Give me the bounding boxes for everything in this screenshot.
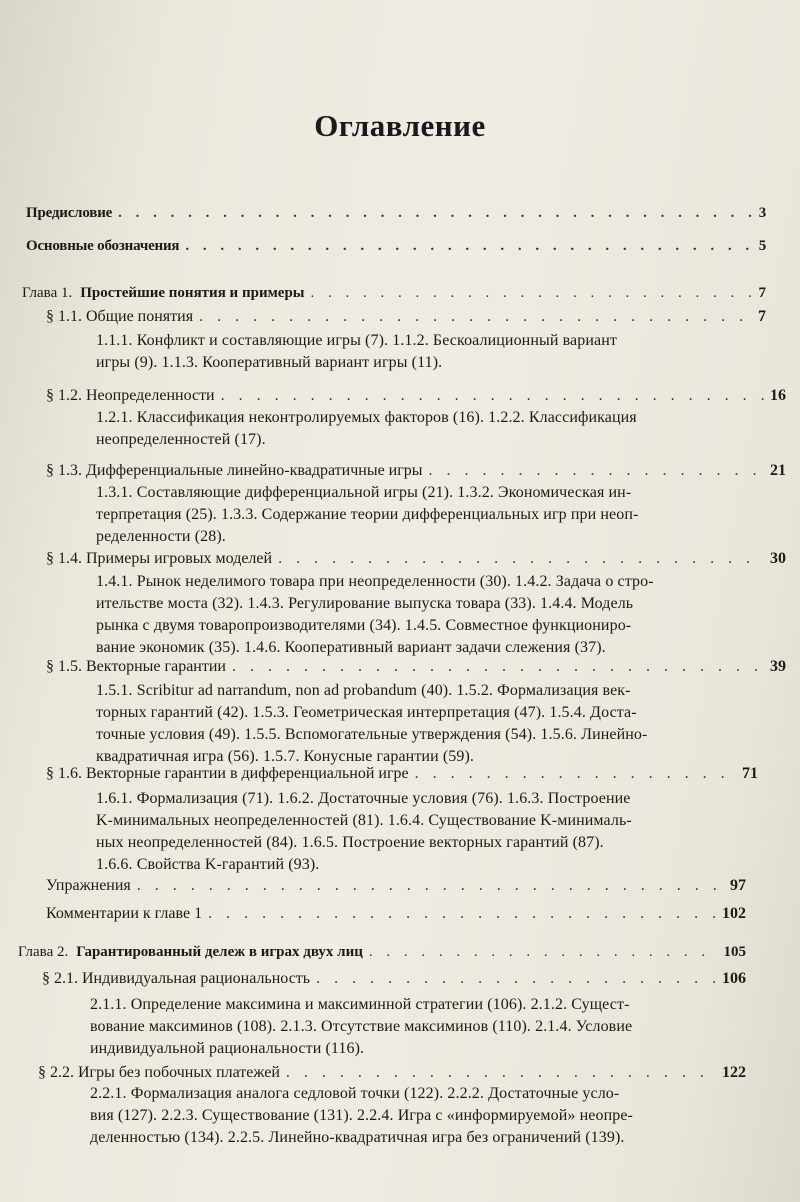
- toc-entry-comments[interactable]: [46, 904, 746, 924]
- section-title: § 1.3. Дифференциальные линейно-квадратичные игры: [46, 462, 423, 479]
- leader-dots: [311, 283, 753, 303]
- subtopic-line: ительстве моста (32). 1.4.3. Регулирование выпуска товара (33). 1.4.4. Модель: [96, 595, 634, 612]
- chapter-title: Простейшие понятия и примеры: [80, 285, 305, 301]
- toc-page-number: 16: [770, 387, 786, 404]
- section-subtopics: [90, 994, 710, 1060]
- toc-page-number: 7: [758, 285, 766, 301]
- toc-section-1-2[interactable]: [46, 386, 786, 406]
- section-title: § 1.5. Векторные гарантии: [46, 658, 226, 675]
- subtopic-line: ределенности (28).: [96, 528, 226, 545]
- subtopic-line: 1.6.1. Формализация (71). 1.6.2. Достаточные условия (76). 1.6.3. Построение: [96, 790, 631, 807]
- subtopic-line: терпретация (25). 1.3.3. Содержание теории дифференциальных игр при неоп-: [96, 506, 639, 523]
- subtopic-line: неопределенностей (17).: [96, 431, 266, 448]
- section-title: § 1.2. Неопределенности: [46, 387, 215, 404]
- subtopic-line: ных неопределенностей (84). 1.6.5. Построение векторных гарантий (87).: [96, 834, 604, 851]
- subtopic-line: 1.4.1. Рынок неделимого товара при неопределенности (30). 1.4.2. Задача о стро-: [96, 573, 654, 590]
- leader-dots: [232, 657, 764, 677]
- subtopic-line: рынка с двумя товаропроизводителями (34). 1.4.5. Совместное функциониро-: [96, 617, 632, 634]
- leader-dots: [286, 1063, 716, 1083]
- toc-section-2-2[interactable]: [38, 1063, 746, 1083]
- toc-chapter-1[interactable]: [22, 283, 766, 303]
- subtopic-line: точные условия (49). 1.5.5. Вспомогательные утверждения (54). 1.5.6. Линейно-: [96, 726, 648, 743]
- toc-entry-notation[interactable]: [26, 236, 766, 256]
- leader-dots: [429, 461, 764, 481]
- toc-entry-preface[interactable]: [26, 203, 766, 223]
- section-subtopics: [96, 571, 722, 659]
- subtopic-line: 2.2.1. Формализация аналога седловой точки (122). 2.2.2. Достаточные усло-: [90, 1085, 620, 1102]
- leader-dots: [369, 942, 718, 962]
- leader-dots: [415, 764, 736, 784]
- chapter-title: Гарантированный дележ в играх двух лиц: [76, 944, 363, 960]
- leader-dots: [137, 876, 724, 896]
- leader-dots: [185, 236, 752, 256]
- toc-page-number: 122: [722, 1064, 746, 1081]
- subtopic-line: 1.5.1. Scribitur ad narrandum, non ad probandum (40). 1.5.2. Формализация век-: [96, 682, 631, 699]
- toc-section-1-4[interactable]: [46, 549, 786, 569]
- leader-dots: [221, 386, 764, 406]
- toc-page-number: 71: [742, 765, 758, 782]
- subtopic-line: игры (9). 1.1.3. Кооперативный вариант игры (11).: [96, 354, 443, 371]
- page-title: Оглавление: [314, 108, 486, 143]
- subtopic-line: вия (127). 2.2.3. Существование (131). 2.2.4. Игра с «информируемой» неопре-: [90, 1107, 633, 1124]
- toc-page-number: 106: [722, 970, 746, 987]
- subtopic-line: 1.1.1. Конфликт и составляющие игры (7). 1.1.2. Бескоалиционный вариант: [96, 332, 617, 349]
- section-subtopics: [96, 788, 722, 876]
- subtopic-line: квадратичная игра (56). 1.5.7. Конусные гарантии (59).: [96, 748, 475, 765]
- section-subtopics: [96, 330, 722, 374]
- toc-page-number: 7: [758, 308, 766, 325]
- toc-entry-exercises[interactable]: [46, 876, 746, 896]
- subtopic-line: 1.2.1. Классификация неконтролируемых факторов (16). 1.2.2. Классификация: [96, 409, 637, 426]
- toc-page-number: 3: [758, 205, 766, 221]
- subtopic-line: K-минимальных неопределенностей (81). 1.6.4. Существование K-минималь-: [96, 812, 632, 829]
- toc-page-number: 39: [770, 658, 786, 675]
- subtopic-line: 1.3.1. Составляющие дифференциальной игры (21). 1.3.2. Экономическая ин-: [96, 484, 632, 501]
- toc-section-2-1[interactable]: [42, 969, 746, 989]
- leader-dots: [208, 904, 716, 924]
- section-subtopics: [96, 680, 722, 768]
- toc-entry-label: Основные обозначения: [26, 238, 180, 254]
- leader-dots: [316, 969, 716, 989]
- section-title: § 1.6. Векторные гарантии в дифференциальной игре: [46, 765, 409, 782]
- subtopic-line: торных гарантий (42). 1.5.3. Геометрическая интерпретация (47). 1.5.4. Доста-: [96, 704, 637, 721]
- section-subtopics: [96, 407, 722, 451]
- chapter-prefix: Глава 1.: [22, 285, 73, 301]
- leader-dots: [118, 203, 753, 223]
- toc-section-1-1[interactable]: [46, 307, 766, 327]
- toc-entry-label: Предисловие: [26, 205, 113, 221]
- toc-page-number: 5: [758, 238, 766, 254]
- toc-entry-label: Комментарии к главе 1: [46, 905, 203, 922]
- section-title: § 1.1. Общие понятия: [46, 308, 194, 325]
- subtopic-line: деленностью (134). 2.2.5. Линейно-квадратичная игра без ограничений (139).: [90, 1129, 625, 1146]
- section-title: § 1.4. Примеры игровых моделей: [46, 550, 273, 567]
- section-title: § 2.1. Индивидуальная рациональность: [42, 970, 311, 987]
- leader-dots: [278, 549, 764, 569]
- toc-page-number: 97: [730, 877, 746, 894]
- toc-section-1-6[interactable]: [46, 764, 758, 784]
- toc-page-number: 21: [770, 462, 786, 479]
- toc-page-number: 105: [723, 944, 746, 960]
- subtopic-line: 1.6.6. Свойства K-гарантий (93).: [96, 856, 320, 873]
- leader-dots: [199, 307, 752, 327]
- section-subtopics: [96, 482, 722, 548]
- section-title: § 2.2. Игры без побочных платежей: [38, 1064, 280, 1081]
- subtopic-line: индивидуальной рациональности (116).: [90, 1040, 365, 1057]
- section-subtopics: [90, 1083, 710, 1149]
- chapter-prefix: Глава 2.: [18, 944, 69, 960]
- toc-section-1-3[interactable]: [46, 461, 786, 481]
- subtopic-line: 2.1.1. Определение максимина и максиминной стратегии (106). 2.1.2. Сущест-: [90, 996, 630, 1013]
- toc-section-1-5[interactable]: [46, 657, 786, 677]
- toc-page-number: 102: [722, 905, 746, 922]
- toc-entry-label: Упражнения: [46, 877, 131, 894]
- subtopic-line: вание экономик (35). 1.4.6. Кооперативный вариант задачи слежения (37).: [96, 639, 606, 656]
- toc-page-number: 30: [770, 550, 786, 567]
- toc-chapter-2[interactable]: [18, 942, 746, 962]
- subtopic-line: вование максиминов (108). 2.1.3. Отсутствие максиминов (110). 2.1.4. Условие: [90, 1018, 633, 1035]
